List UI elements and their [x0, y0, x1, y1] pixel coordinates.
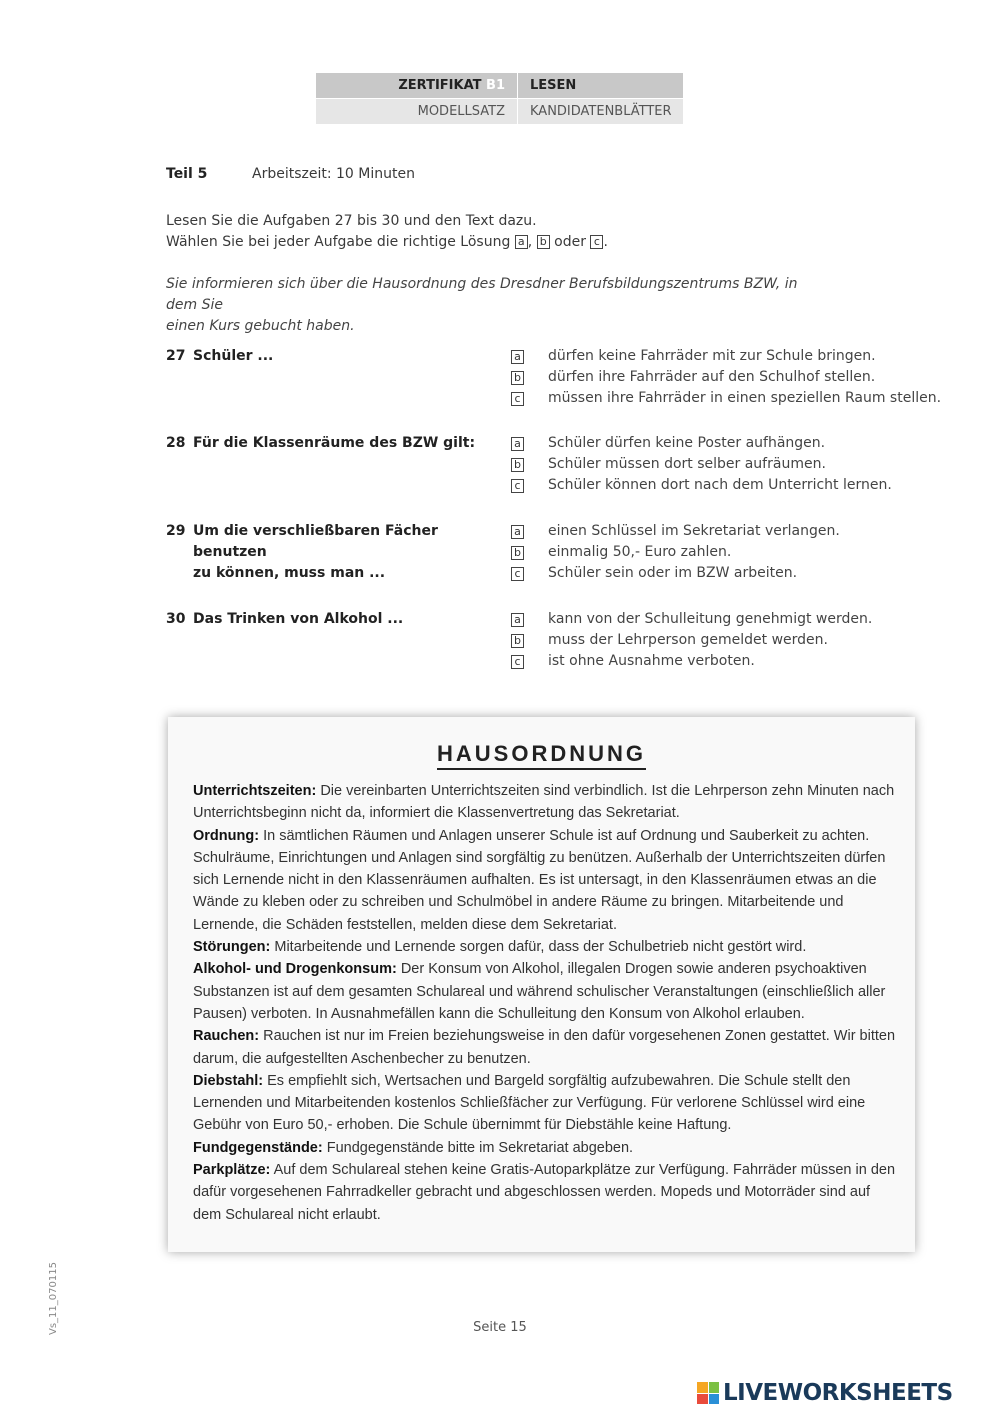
- option-a[interactable]: a kann von der Schulleitung genehmigt werden.: [511, 609, 872, 630]
- section-rauchen: Rauchen: Rauchen ist nur im Freien beziehungsweise in den dafür vorgesehenen Zonen gestattet. Wir bitten darum, die aufgestellten Aschenbecher zu benutzen.: [193, 1028, 896, 1067]
- section-diebstahl: Diebstahl: Es empfiehlt sich, Wertsachen und Bargeld sorgfältig aufzubewahren. Die Schule stellt den Lernenden und Mitarbeitenden kostenlos Schließfächer zur Verfügung. Für verlorene Schlüssel wird eine Gebühr von Euro 50,- erhoben. Die Schule übernimmt für Diebstähle keine Haftung.: [193, 1072, 866, 1134]
- section-fundgegenstaende: Fundgegenstände: Fundgegenstände bitte im Sekretariat abgeben.: [193, 1139, 634, 1156]
- part-title: [166, 166, 415, 182]
- instructions-line-2: Wählen Sie bei jeder Aufgabe die richtige Lösung a , b oder c .: [166, 234, 608, 250]
- liveworksheets-logo-icon: [697, 1382, 719, 1404]
- task-question: 29 Um die verschließbaren Fächer benutzen zu können, muss man ...: [166, 523, 438, 581]
- checkbox-icon[interactable]: b: [511, 546, 524, 560]
- instructions: [166, 211, 608, 253]
- section-parkplaetze: Parkplätze: Auf dem Schulareal stehen keine Gratis-Autoparkplätze zur Verfügung. Fahrräder müssen in den dafür vorgesehenen Fahrradkeller gebracht und abgeschlossen werden. Mopeds und Motorräder sind auf dem Schulareal nicht erlaubt.: [193, 1162, 896, 1223]
- section-ordnung: Ordnung: In sämtlichen Räumen und Anlagen unserer Schule ist auf Ordnung und Sauberkeit zu achten. Schulräume, Einrichtungen und Anlagen sind sorgfältig zu benützen. Außerhalb der Unterrichtszeiten dürfen sich Lernende nicht in den Klassenräumen aufhalten. Es ist untersagt, in den Klassenräumen etwas an die Wände zu kleben oder zu schreiben und Schulmöbel in andere Räume zu bringen. Mitarbeitende und Lernende, die Schäden feststellen, melden diese dem Sekretariat.: [193, 827, 886, 933]
- header-section: LESEN: [530, 78, 577, 93]
- scenario-text: Sie informieren sich über die Hausordnung des Dresdner Berufsbildungszentrums BZW, in dem Sie einen Kurs gebucht haben.: [166, 276, 798, 334]
- option-b[interactable]: b einmalig 50,- Euro zahlen.: [511, 542, 840, 563]
- exam-header: [316, 73, 683, 124]
- option-b[interactable]: b muss der Lehrperson gemeldet werden.: [511, 630, 872, 651]
- section-unterrichtszeiten: Unterrichtszeiten: Die vereinbarten Unterrichtszeiten sind verbindlich. Ist die Lehrperson zehn Minuten nach Unterrichtsbeginn nicht da, informiert die Klassenvertretung das Sekretariat.: [193, 783, 895, 822]
- section-alkohol-drogen: Alkohol- und Drogenkonsum: Der Konsum von Alkohol, illegalen Drogen sowie anderen psychoaktiven Substanzen ist auf dem gesamten Schulareal und während schulischer Veranstaltungen (einschließlich aller Pausen) verboten. In Ausnahmefällen kann die Schulleitung den Konsum von Alkohol erlauben.: [193, 961, 886, 1022]
- section-stoerungen: Störungen: Mitarbeitende und Lernende sorgen dafür, dass der Schulbetrieb nicht gestört wird.: [193, 939, 807, 956]
- header-level: B1: [486, 78, 505, 93]
- liveworksheets-logo[interactable]: [697, 1380, 953, 1406]
- header-exam-name: ZERTIFIKAT B1: [398, 78, 505, 93]
- option-b[interactable]: b Schüler müssen dort selber aufräumen.: [511, 454, 892, 475]
- header-model: MODELLSATZ: [417, 104, 505, 119]
- checkbox-icon[interactable]: c: [511, 567, 524, 581]
- task-options: [511, 433, 892, 496]
- checkbox-icon[interactable]: b: [511, 371, 524, 385]
- part-time: Arbeitszeit: 10 Minuten: [252, 166, 415, 182]
- instructions-line-1: Lesen Sie die Aufgaben 27 bis 30 und den Text dazu.: [166, 213, 537, 229]
- checkbox-icon[interactable]: c: [511, 655, 524, 669]
- checkbox-icon[interactable]: b: [511, 458, 524, 472]
- header-sheet-type: KANDIDATENBLÄTTER: [530, 104, 672, 119]
- option-c[interactable]: c ist ohne Ausnahme verboten.: [511, 651, 872, 672]
- task-question: 30 Das Trinken von Alkohol ...: [166, 611, 404, 627]
- task-options: [511, 346, 941, 409]
- page-number: Seite 15: [473, 1320, 527, 1335]
- hausordnung-title: HAUSORDNUNG: [168, 741, 915, 767]
- task-question: 27 Schüler ...: [166, 348, 274, 364]
- option-a[interactable]: a einen Schlüssel im Sekretariat verlangen.: [511, 521, 840, 542]
- option-b[interactable]: b dürfen ihre Fahrräder auf den Schulhof stellen.: [511, 367, 941, 388]
- document-code: Vs_11_070115: [48, 1262, 59, 1335]
- option-c[interactable]: c Schüler sein oder im BZW arbeiten.: [511, 563, 840, 584]
- answer-box-c-icon: c: [590, 235, 603, 249]
- answer-box-b-icon: b: [537, 235, 550, 249]
- option-c[interactable]: c Schüler können dort nach dem Unterricht lernen.: [511, 475, 892, 496]
- checkbox-icon[interactable]: c: [511, 479, 524, 493]
- option-a[interactable]: a dürfen keine Fahrräder mit zur Schule bringen.: [511, 346, 941, 367]
- checkbox-icon[interactable]: c: [511, 392, 524, 406]
- header-row-1: [316, 73, 683, 98]
- checkbox-icon[interactable]: a: [511, 437, 524, 451]
- task-options: [511, 609, 872, 672]
- option-a[interactable]: a Schüler dürfen keine Poster aufhängen.: [511, 433, 892, 454]
- task-question: 28 Für die Klassenräume des BZW gilt:: [166, 435, 476, 451]
- answer-box-a-icon: a: [515, 235, 528, 249]
- hausordnung-card: [168, 717, 915, 1252]
- option-c[interactable]: c müssen ihre Fahrräder in einen speziellen Raum stellen.: [511, 388, 941, 409]
- task-options: [511, 521, 840, 584]
- checkbox-icon[interactable]: a: [511, 525, 524, 539]
- liveworksheets-brand: LIVEWORKSHEETS: [723, 1380, 953, 1406]
- hausordnung-body: [193, 780, 898, 1226]
- part-label: Teil 5: [166, 166, 208, 182]
- checkbox-icon[interactable]: a: [511, 350, 524, 364]
- checkbox-icon[interactable]: b: [511, 634, 524, 648]
- checkbox-icon[interactable]: a: [511, 613, 524, 627]
- header-row-2: [316, 99, 683, 124]
